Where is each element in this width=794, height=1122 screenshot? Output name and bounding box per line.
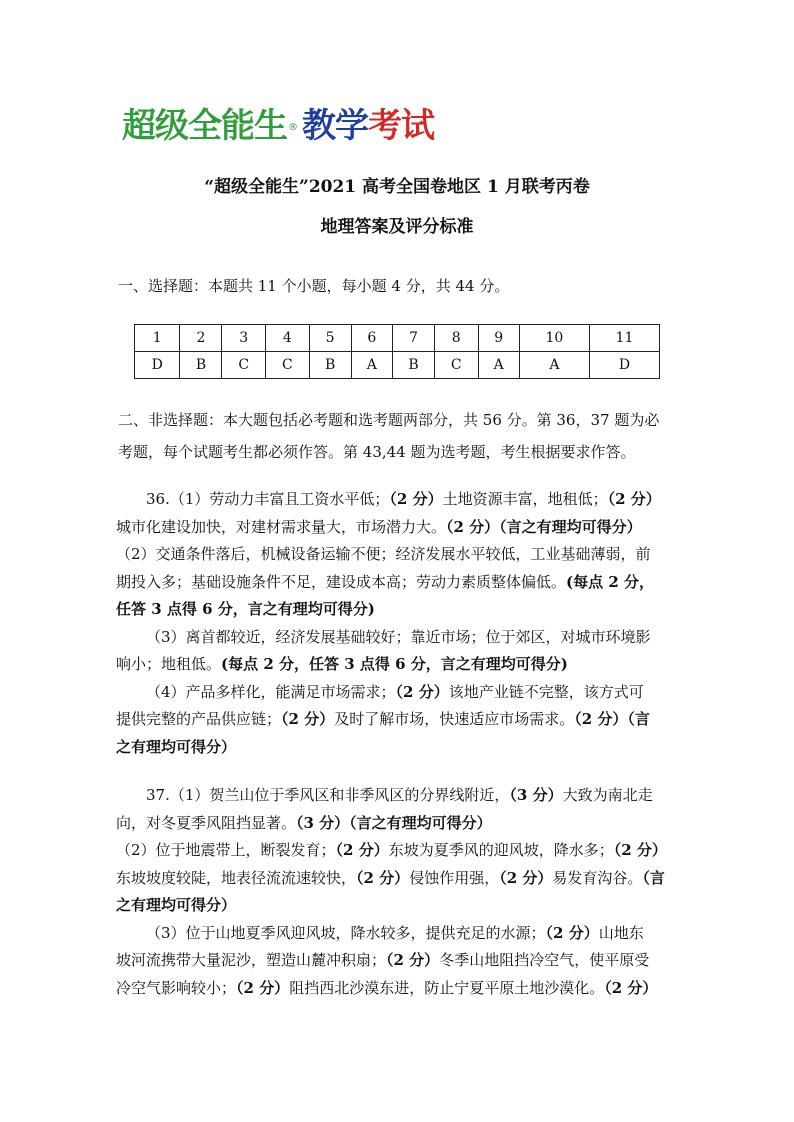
registered-mark: ® — [288, 122, 298, 133]
q36-line — [116, 734, 676, 762]
q36-text: （2）交通条件落后，机械设备运输不便；经济发展水平较低，工业基础薄弱，前 — [116, 545, 651, 563]
answer-key: A — [351, 352, 392, 379]
question-number: 2 — [180, 325, 222, 352]
question-number: 6 — [351, 325, 392, 352]
q37-score: （3 分） — [509, 786, 563, 804]
answer-key: A — [519, 352, 589, 379]
q36-text: （3）离首都较近，经济发展基础较好；靠近市场；位于郊区，对城市环境影 — [146, 627, 651, 646]
answer-key: B — [309, 352, 351, 379]
q37-line — [116, 920, 676, 948]
q36-line — [116, 514, 676, 542]
question-number: 10 — [519, 325, 589, 352]
question-number: 7 — [392, 325, 434, 352]
q37-score: （2 分） — [236, 978, 290, 997]
document-title: “超级全能生”2021 高考全国卷地区 1 月联考丙卷 — [204, 177, 590, 197]
q37-line — [116, 892, 676, 920]
q36-text: （4）产品多样化，能满足市场需求； — [146, 682, 396, 701]
question-37-answer — [116, 782, 676, 1002]
q36-text: 及时了解市场，快速适应市场需求。 — [334, 710, 575, 728]
question-36-answer — [116, 486, 676, 761]
q36-line — [116, 596, 676, 624]
q37-text: 37.（1）贺兰山位于季风区和非季风区的分界线附近， — [146, 786, 510, 804]
answer-key: B — [392, 352, 434, 379]
q37-score: （2 分） — [356, 868, 410, 887]
q36-text: 提供完整的产品供应链； — [116, 710, 282, 728]
q37-text: 坡河流携带大量泥沙，塑造山麓冲积扇； — [116, 951, 387, 969]
question-number: 4 — [266, 325, 310, 352]
q36-text: 36.（1）劳动力丰富且工资水平低； — [146, 490, 390, 508]
q37-score: （2 分） — [499, 868, 553, 887]
q37-line — [116, 975, 676, 1003]
q37-text: 东坡为夏季风的迎风坡，降水多； — [388, 841, 614, 859]
q36-score: (每点 2 分，任答 3 点得 6 分，言之有理均可得分) — [221, 655, 568, 673]
q36-line — [116, 651, 676, 679]
q37-score: （2 分） — [613, 841, 667, 859]
section2-line: 考题，每个试题考生都必须作答。第 43,44 题为选考题，考生根据要求作答。 — [118, 443, 636, 461]
q36-text: 城市化建设加快，对建材需求量大，市场潜力大。 — [116, 517, 447, 536]
section1-heading: 一、选择题：本题共 11 个小题，每小题 4 分，共 44 分。 — [118, 277, 510, 295]
q36-score: （2 分） — [389, 490, 443, 508]
q37-score: （2 分） — [604, 978, 658, 997]
q37-text: 冷空气影响较小； — [116, 978, 237, 997]
q36-text: 该地产业链不完整，该方式可 — [448, 682, 644, 701]
q37-text: （3）位于山地夏季风迎风坡，降水较多，提供充足的水源； — [146, 923, 546, 942]
q37-text: 东坡坡度较陡，地表径流流速较快， — [116, 868, 357, 887]
q36-score: （2 分）（言之有理均可得分） — [446, 517, 642, 536]
q36-score: （2 分）（言 — [574, 710, 650, 728]
answer-table — [134, 324, 660, 379]
q36-line — [116, 486, 676, 514]
q36-score: （2 分） — [607, 490, 661, 508]
q36-line — [116, 624, 676, 652]
q37-score: （言 — [642, 868, 665, 887]
answer-key: B — [180, 352, 222, 379]
question-number: 5 — [309, 325, 351, 352]
q36-text: 期投入多；基础设施条件不足，建设成本高；劳动力素质整体偏低。 — [116, 572, 567, 591]
q37-score: （2 分） — [545, 923, 599, 942]
q37-score: 之有理均可得分） — [116, 896, 237, 914]
q36-score: 任答 3 点得 6 分，言之有理均可得分) — [116, 600, 375, 618]
answer-key: C — [222, 352, 266, 379]
q37-score: （3 分）（言之有理均可得分） — [296, 813, 492, 832]
q37-score: （2 分） — [335, 841, 389, 859]
q37-line — [116, 865, 676, 893]
q37-text: 大致为南北走 — [562, 786, 653, 804]
q37-score: （2 分） — [386, 951, 440, 969]
answer-key: D — [135, 352, 180, 379]
q37-text: 冬季山地阻挡冷空气，使平原受 — [439, 951, 650, 969]
q36-text: 土地资源丰富，地租低； — [442, 490, 608, 508]
q36-line — [116, 679, 676, 707]
q37-line — [116, 782, 676, 810]
answer-table-keys-row — [135, 352, 660, 379]
answer-table-numbers-row — [135, 325, 660, 352]
q37-text: （2）位于地震带上，断裂发育； — [116, 841, 336, 859]
question-number: 11 — [589, 325, 659, 352]
section2-heading — [118, 404, 678, 468]
document-subtitle: 地理答案及评分标准 — [320, 217, 474, 237]
q36-line — [116, 541, 676, 569]
question-number: 3 — [222, 325, 266, 352]
logo-text-part1: 教学 — [302, 106, 368, 146]
q37-line — [116, 837, 676, 865]
q36-score: （2 分） — [281, 710, 335, 728]
brand-logo — [122, 106, 434, 146]
answer-key: C — [266, 352, 310, 379]
section2-line: 二、非选择题：本大题包括必考题和选考题两部分，共 56 分。第 36，37 题为必 — [118, 411, 660, 429]
q37-text: 山地东 — [598, 923, 644, 942]
q36-score: （2 分） — [395, 682, 449, 701]
q37-text: 侵蚀作用强， — [409, 868, 500, 887]
q36-line — [116, 706, 676, 734]
q37-text: 向，对冬夏季风阻挡显著。 — [116, 813, 297, 832]
answer-key: A — [478, 352, 519, 379]
q37-line — [116, 947, 676, 975]
q36-text: 响小；地租低。 — [116, 655, 222, 673]
q36-score: 之有理均可得分） — [116, 737, 237, 756]
q37-text: 易发育沟谷。 — [552, 868, 643, 887]
q37-line — [116, 810, 676, 838]
question-number: 1 — [135, 325, 180, 352]
logo-brand-text: 超级全能生 — [122, 106, 287, 146]
logo-text-part2: 考试 — [368, 106, 434, 146]
answer-key: D — [589, 352, 659, 379]
question-number: 8 — [434, 325, 478, 352]
q36-score: (每点 2 分， — [566, 572, 654, 591]
answer-key: C — [434, 352, 478, 379]
question-number: 9 — [478, 325, 519, 352]
q37-text: 阻挡西北沙漠东进，防止宁夏平原土地沙漠化。 — [289, 978, 605, 997]
q36-line — [116, 569, 676, 597]
